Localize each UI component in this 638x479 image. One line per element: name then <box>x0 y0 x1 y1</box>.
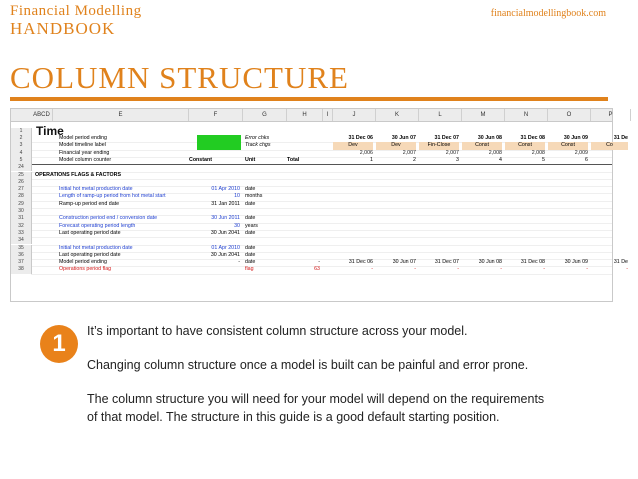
unit-value: date <box>245 229 256 236</box>
row-number: 28 <box>11 193 32 200</box>
constant-value: - <box>238 259 240 266</box>
column-header-row <box>11 109 612 122</box>
column-header: P <box>591 109 631 121</box>
column-header: O <box>548 109 591 121</box>
paragraph-1: It’s important to have consistent column structure across your model. <box>87 324 468 338</box>
row-number: 33 <box>11 230 32 237</box>
timeline-cell: 2,009 <box>574 149 588 156</box>
column-header: J <box>333 109 376 121</box>
timeline-cell: Const <box>548 142 588 149</box>
brand-line2: HANDBOOK <box>10 19 116 38</box>
timeline-cell: 2,007 <box>402 149 416 156</box>
row-number: 24 <box>11 164 32 171</box>
timeline-cell: 31 De <box>613 259 628 266</box>
column-header: I <box>323 109 333 121</box>
row-number: 29 <box>11 201 32 208</box>
unit-value: Error chks <box>245 135 270 141</box>
constant-value: 30 Jun 2041 <box>210 251 240 258</box>
row-gridline <box>31 274 612 275</box>
unit-value: date <box>245 200 256 207</box>
timeline-cell: 31 Dec 07 <box>434 259 459 266</box>
timeline-cell: 31 Dec 08 <box>520 135 545 141</box>
timeline-cell: - <box>414 266 416 273</box>
timeline-cell: Const <box>462 142 502 149</box>
timeline-cell: 2,006 <box>359 149 373 156</box>
constant-value: 10 <box>234 193 240 200</box>
row-label: Operations period flag <box>59 266 112 273</box>
row-label: Model period ending <box>59 135 108 141</box>
column-header: ABCD <box>31 109 53 121</box>
site-link[interactable]: financialmodellingbook.com <box>490 8 606 19</box>
timeline-cell: 30 Jun 08 <box>478 259 502 266</box>
row-label: Model column counter <box>59 156 112 163</box>
row-label: Last operating period date <box>59 251 121 258</box>
brand-line1: Financial Modelling <box>10 3 142 19</box>
row-number: 31 <box>11 215 32 222</box>
timeline-cell <box>591 150 628 157</box>
timeline-cell: 31 Dec 08 <box>520 259 545 266</box>
slide-title: COLUMN STRUCTURE <box>10 60 349 95</box>
title-divider <box>10 97 608 101</box>
column-header: F <box>189 109 243 121</box>
constant-value: 30 Jun 2011 <box>211 215 240 222</box>
row-number: 3 <box>11 142 32 149</box>
total-value: - <box>318 259 320 266</box>
row-number: 35 <box>11 245 32 252</box>
unit-value: date <box>245 215 256 222</box>
constant-value: Constant <box>189 156 212 163</box>
unit-value: date <box>245 251 256 258</box>
unit-value: years <box>245 222 258 229</box>
row-number: 4 <box>11 150 32 157</box>
row-number: 36 <box>11 252 32 259</box>
header-rule <box>31 164 612 165</box>
timeline-cell: 2 <box>413 156 416 163</box>
constant-value: 31 Jan 2011 <box>211 200 240 207</box>
total-value: 63 <box>314 266 320 273</box>
row-label: Initial hot metal production date <box>59 186 133 193</box>
timeline-cell: - <box>500 266 502 273</box>
row-number: 25 <box>11 172 32 179</box>
timeline-cell: 31 Dec 07 <box>434 135 459 141</box>
brand-logo <box>10 4 142 37</box>
timeline-cell: - <box>586 266 588 273</box>
row-gridline <box>31 237 612 238</box>
constant-value: 30 <box>234 222 240 229</box>
timeline-cell: Const <box>505 142 545 149</box>
row-label: Ramp-up period end date <box>59 200 120 207</box>
timeline-cell: 6 <box>585 156 588 163</box>
timeline-cell: 2,008 <box>488 149 502 156</box>
timeline-cell: 2,008 <box>531 149 545 156</box>
total-value: Total <box>287 156 300 163</box>
timeline-cell: - <box>626 266 628 273</box>
row-number: 38 <box>11 266 32 273</box>
timeline-cell: 31 Dec 06 <box>348 135 373 141</box>
timeline-cell <box>591 157 628 164</box>
timeline-cell: 4 <box>499 156 502 163</box>
spreadsheet-screenshot <box>10 108 628 302</box>
paragraph-2: Changing column structure once a model is built can be painful and error prone. <box>87 358 529 372</box>
timeline-cell: - <box>457 266 459 273</box>
step-number-badge: 1 <box>40 325 78 363</box>
row-label: OPERATIONS FLAGS & FACTORS <box>35 171 122 178</box>
timeline-cell: 31 De <box>613 135 628 141</box>
column-header: M <box>462 109 505 121</box>
row-label: Forecast operating period length <box>59 222 136 229</box>
row-label: Model period ending <box>59 259 108 266</box>
timeline-cell: 30 Jun 09 <box>563 135 588 141</box>
row-label: Length of ramp-up period from hot metal start <box>59 193 166 200</box>
constant-value: 30 Jun 2041 <box>210 229 240 236</box>
constant-value: 01 Apr 2010 <box>211 186 240 193</box>
timeline-cell: 30 Jun 09 <box>564 259 588 266</box>
unit-value: date <box>245 259 256 266</box>
timeline-cell: Dev <box>333 142 373 149</box>
unit-value: months <box>245 193 263 200</box>
constant-value: 01 Apr 2010 <box>211 244 240 251</box>
row-number: 26 <box>11 179 32 186</box>
column-header: L <box>419 109 462 121</box>
row-number: 37 <box>11 259 32 266</box>
row-label: Last operating period date <box>59 229 121 236</box>
row-gridline <box>31 179 612 180</box>
unit-value: Unit <box>245 156 256 163</box>
column-header: H <box>287 109 323 121</box>
column-header: E <box>53 109 189 121</box>
row-number: 2 <box>11 135 32 142</box>
timeline-cell: 30 Jun 08 <box>477 135 502 141</box>
paragraph-3: The column structure you will need for your model will depend on the requirements of that model. The structure in this guide is a good default starting position. <box>87 392 545 424</box>
timeline-cell: 1 <box>370 156 373 163</box>
row-number: 1 <box>11 128 32 135</box>
row-number: 34 <box>11 237 32 244</box>
unit-value: date <box>245 244 256 251</box>
row-label: Construction period end / conversion date <box>59 215 158 222</box>
timeline-cell: 5 <box>542 156 545 163</box>
body-text <box>87 322 557 442</box>
column-header: N <box>505 109 548 121</box>
row-label: Initial hot metal production date <box>59 244 133 251</box>
row-number: 27 <box>11 186 32 193</box>
timeline-cell: - <box>543 266 545 273</box>
check-cell-green <box>197 135 241 142</box>
row-number: 30 <box>11 208 32 215</box>
row-gridline <box>31 208 612 209</box>
unit-value: date <box>245 186 256 193</box>
timeline-cell: - <box>371 266 373 273</box>
row-number: 32 <box>11 223 32 230</box>
timeline-cell: Fin-Close <box>419 142 459 149</box>
column-header: G <box>243 109 287 121</box>
unit-value: Track chgs <box>245 142 271 149</box>
column-header: K <box>376 109 419 121</box>
timeline-cell: 30 Jun 07 <box>391 135 416 141</box>
sheet-title: Time <box>36 124 64 138</box>
timeline-cell: 30 Jun 07 <box>392 259 416 266</box>
timeline-cell: 2,007 <box>445 149 459 156</box>
unit-value: flag <box>245 266 254 273</box>
row-label: Model timeline label <box>59 142 106 149</box>
row-label: Financial year ending <box>59 149 110 156</box>
row-number: 5 <box>11 157 32 164</box>
timeline-cell: 3 <box>456 156 459 163</box>
timeline-cell: Co <box>591 142 628 149</box>
timeline-cell: Dev <box>376 142 416 149</box>
check-cell-green <box>197 142 241 149</box>
timeline-cell: 31 Dec 06 <box>348 259 373 266</box>
